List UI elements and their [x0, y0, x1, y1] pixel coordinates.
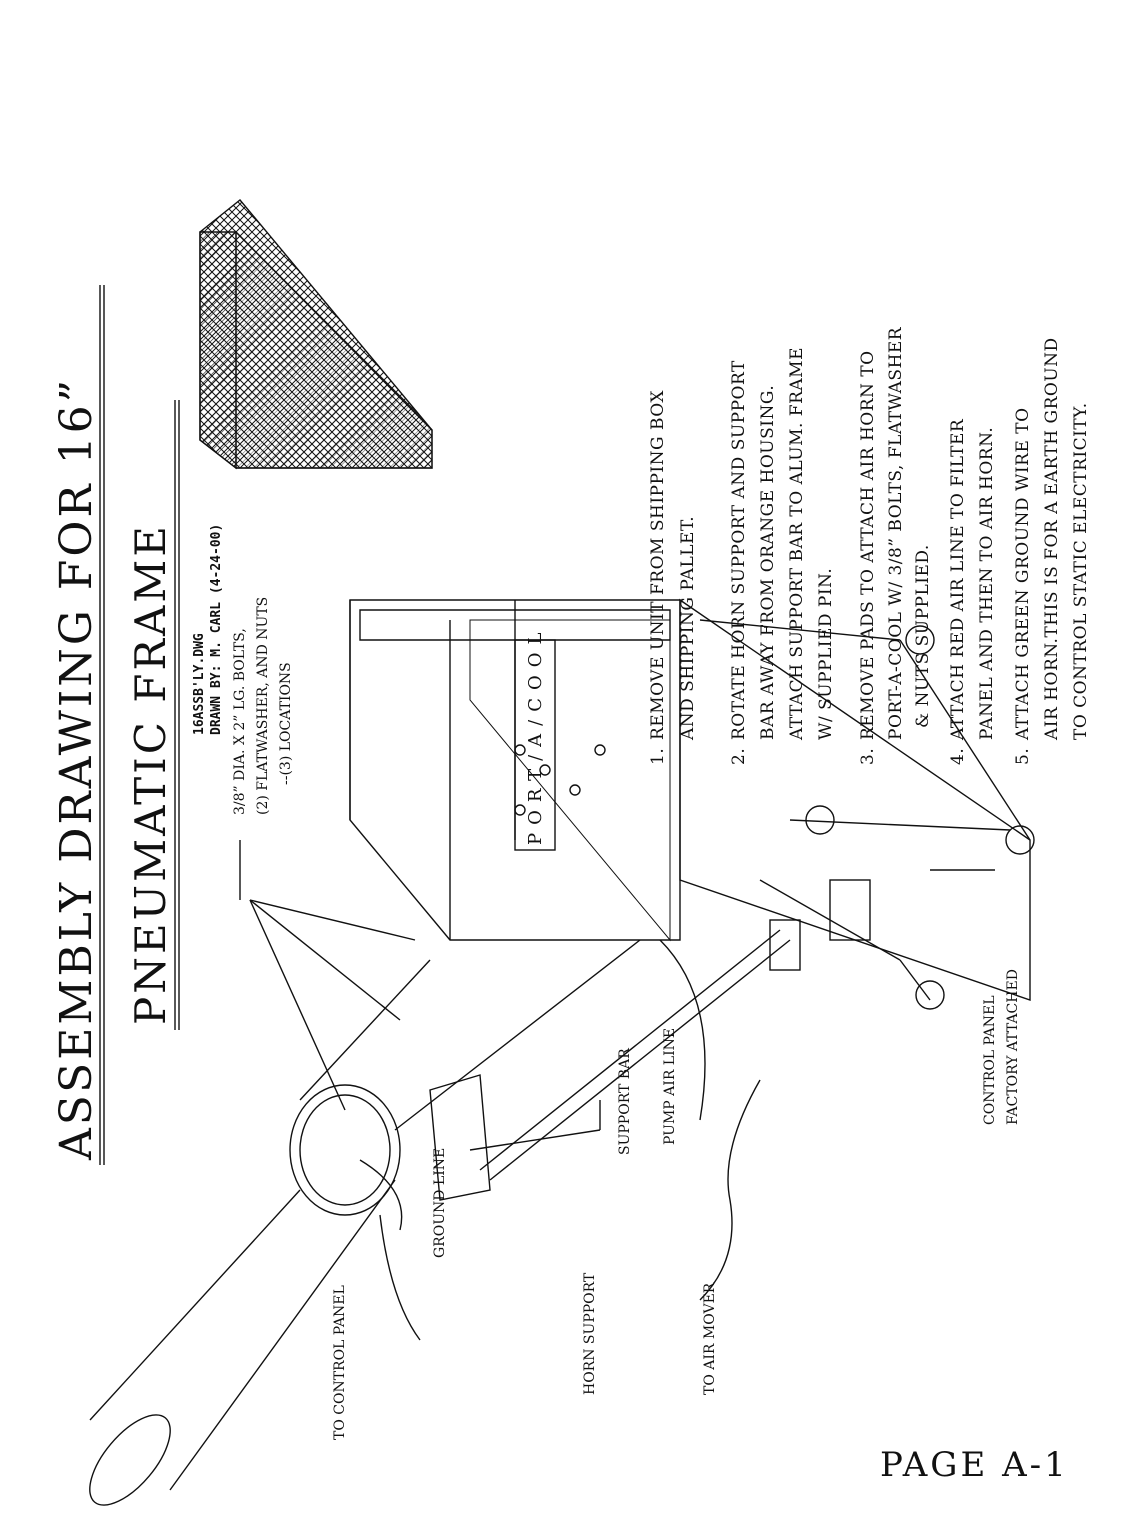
ground-line-label: GROUND LINE: [432, 1147, 448, 1258]
step-1-line: REMOVE UNIT FROM SHIPPING BOX: [648, 389, 668, 740]
step-1-num: 1.: [648, 747, 668, 765]
drawing-file-name: 16ASSB'LY.DWG: [192, 633, 207, 735]
step-5-line: TO CONTROL STATIC ELECTRICITY.: [1071, 402, 1091, 740]
pump-air-line-label: PUMP AIR LINE: [662, 1027, 678, 1145]
bolts-callout-line1: 3/8” DIA. X 2” LG. BOLTS,: [232, 628, 248, 815]
to-air-mover-label: TO AIR MOVER: [702, 1282, 718, 1395]
step-4-line: ATTACH RED AIR LINE TO FILTER: [948, 418, 968, 740]
step-4-num: 4.: [948, 747, 968, 765]
step-5-line: ATTACH GREEN GROUND WIRE TO: [1013, 407, 1033, 740]
step-2-line: ATTACH SUPPORT BAR TO ALUM. FRAME: [787, 347, 807, 740]
bolts-callout-line3: --(3) LOCATIONS: [278, 662, 294, 785]
step-2-line: ROTATE HORN SUPPORT AND SUPPORT: [729, 360, 749, 740]
step-3-line: & NUTS SUPPLIED.: [913, 544, 933, 728]
step-3-num: 3.: [858, 747, 878, 765]
cooler-cabinet: [350, 600, 680, 940]
step-3-line: PORT-A-COOL W/ 3/8” BOLTS, FLATWASHER: [886, 326, 906, 740]
step-1-line: AND SHIPPING PALLET.: [678, 515, 698, 740]
drawn-by: DRAWN BY: M. CARL (4-24-00): [209, 523, 224, 735]
bolts-callout-line2: (2) FLATWASHER, AND NUTS: [255, 596, 271, 815]
step-5-num: 5.: [1013, 747, 1033, 765]
step-4-line: PANEL AND THEN TO AIR HORN.: [977, 426, 997, 740]
control-panel-label: CONTROL PANEL: [982, 995, 998, 1125]
air-horn: [75, 940, 640, 1516]
step-5-line: AIR HORN.THIS IS FOR A EARTH GROUND: [1042, 337, 1062, 740]
page-number: PAGE A-1: [880, 1445, 1069, 1485]
step-3-line: REMOVE PADS TO ATTACH AIR HORN TO: [858, 350, 878, 740]
cooling-pad: [200, 200, 432, 468]
page-title: ASSEMBLY DRAWING FOR 16”: [51, 376, 102, 1160]
horn-support-label: HORN SUPPORT: [582, 1272, 598, 1395]
factory-attached-label: FACTORY ATTACHED: [1005, 969, 1021, 1125]
unit-brand-label: PORT/A/COOL: [525, 624, 546, 845]
to-control-panel-label: TO CONTROL PANEL: [332, 1285, 348, 1440]
support-bar-label: SUPPORT BAR: [617, 1048, 633, 1155]
step-2-line: BAR AWAY FROM ORANGE HOUSING.: [758, 384, 778, 740]
step-2-line: W/ SUPPLIED PIN.: [816, 567, 836, 740]
page-subtitle: PNEUMATIC FRAME: [126, 523, 175, 1025]
step-2-num: 2.: [729, 747, 749, 765]
